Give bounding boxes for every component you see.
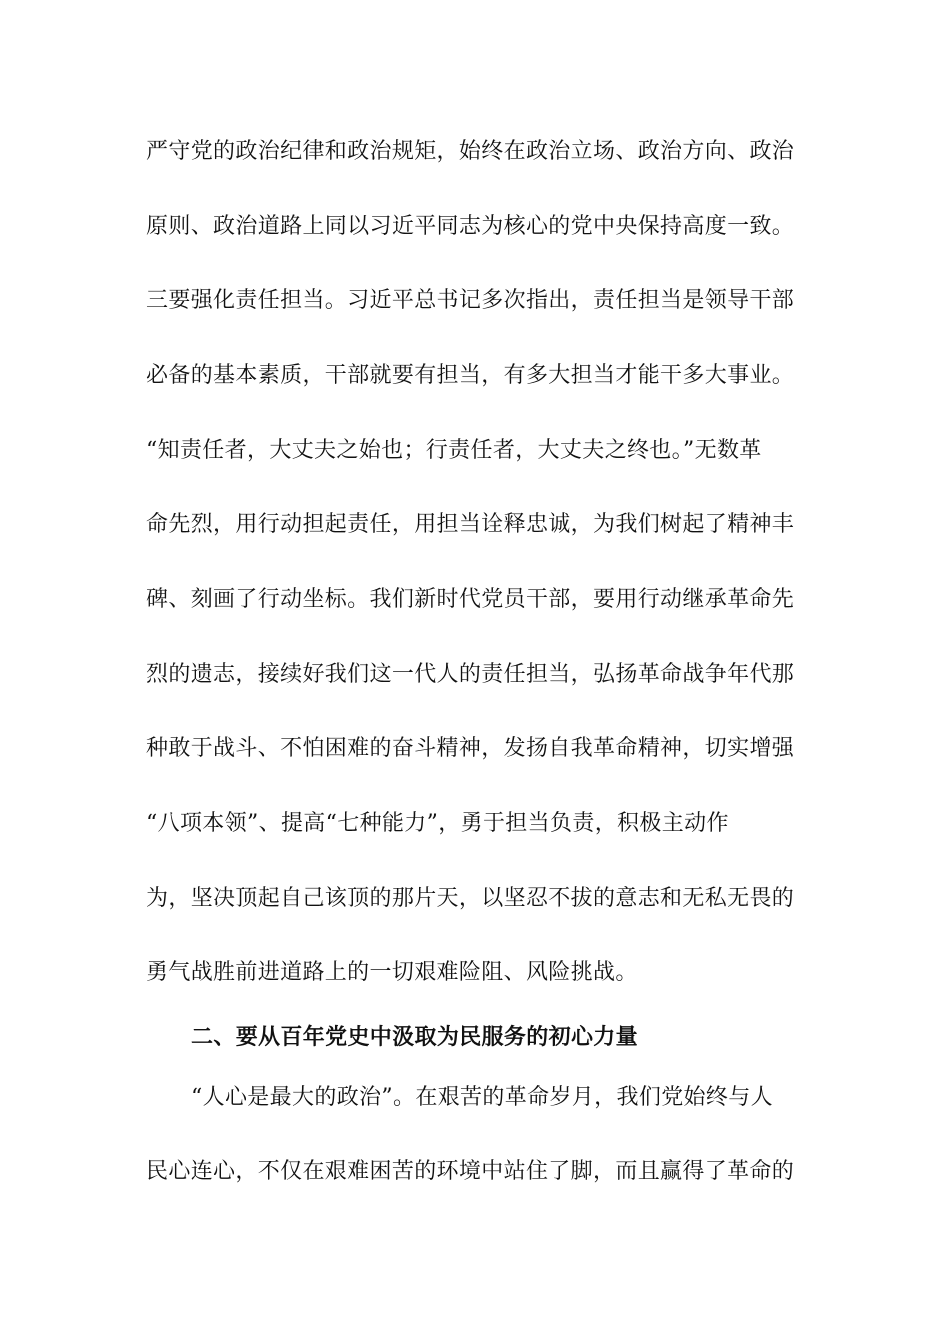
body-text-line: 种敢于战斗、不怕困难的奋斗精神，发扬自我革命精神，切实增强 bbox=[146, 736, 795, 761]
body-text-line: “人心是最大的政治”。在艰苦的革命岁月，我们党始终与人 bbox=[191, 1085, 773, 1110]
body-text-line: 勇气战胜前进道路上的一切艰难险阻、风险挑战。 bbox=[146, 960, 638, 985]
section-heading: 二、要从百年党史中汲取为民服务的初心力量 bbox=[191, 1025, 639, 1050]
body-text-line: 为，坚决顶起自己该顶的那片天，以坚忍不拔的意志和无私无畏的 bbox=[146, 886, 795, 911]
body-text-line: 命先烈，用行动担起责任，用担当诠释忠诚，为我们树起了精神丰 bbox=[146, 512, 795, 537]
body-text-line: 严守党的政治纪律和政治规矩，始终在政治立场、政治方向、政治 bbox=[146, 139, 795, 164]
body-text-line: 烈的遗志，接续好我们这一代人的责任担当，弘扬革命战争年代那 bbox=[146, 662, 795, 687]
body-text-line: “知责任者，大丈夫之始也；行责任者，大丈夫之终也。”无数革 bbox=[146, 438, 762, 463]
body-text-line: 民心连心，不仅在艰难困苦的环境中站住了脚，而且赢得了革命的 bbox=[146, 1159, 795, 1184]
body-text-line: 碑、刻画了行动坐标。我们新时代党员干部，要用行动继承革命先 bbox=[146, 587, 795, 612]
body-text-line: 三要强化责任担当。习近平总书记多次指出，责任担当是领导干部 bbox=[146, 288, 795, 313]
body-text-line: 原则、政治道路上同以习近平同志为核心的党中央保持高度一致。 bbox=[146, 214, 795, 239]
body-text-line: 必备的基本素质，干部就要有担当，有多大担当才能干多大事业。 bbox=[146, 363, 795, 388]
body-text-line: “八项本领”、提高“七种能力”，勇于担当负责，积极主动作 bbox=[146, 811, 729, 836]
